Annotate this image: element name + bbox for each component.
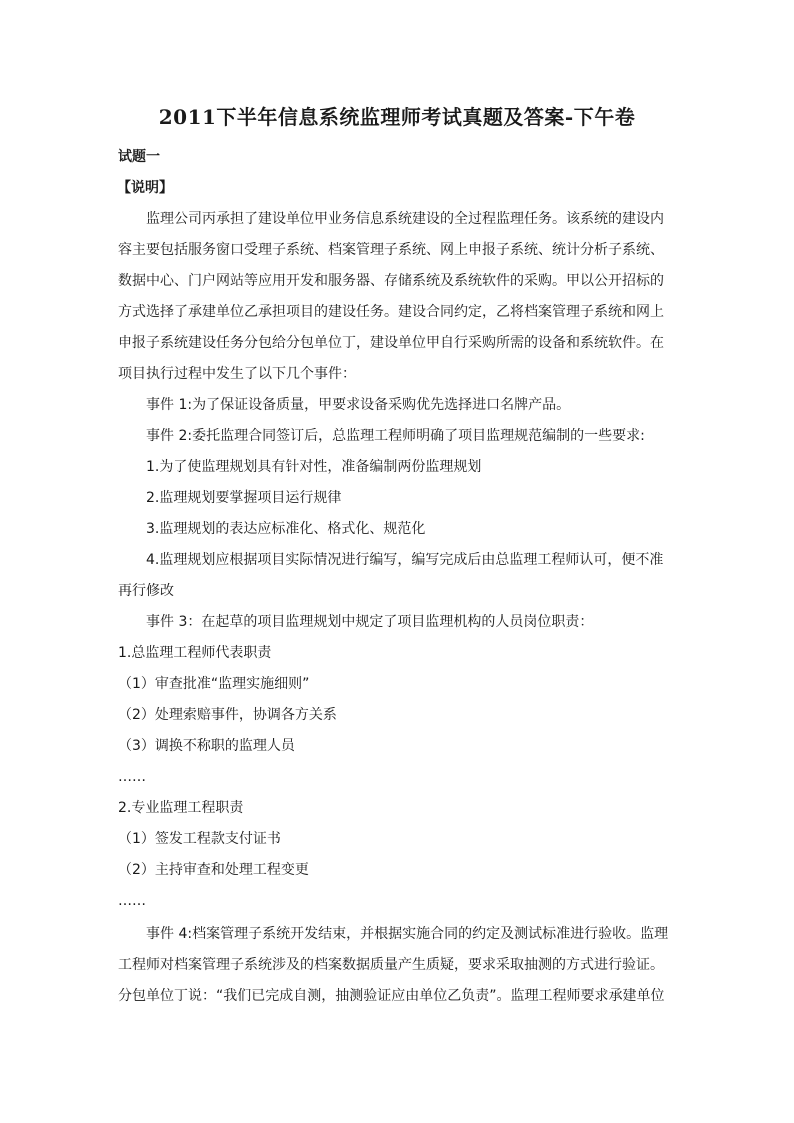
ellipsis: …… [118,769,146,785]
section-heading: 试题一 [118,149,160,165]
event-4-line: 事件 4:档案管理子系统开发结束，并根据实施合同的约定及测试标准进行验收。监理 [146,926,669,942]
event-2-item: 1.为了使监理规划具有针对性，准备编制两份监理规划 [146,459,482,475]
event-3-list-item: （1）审查批准“监理实施细则” [118,676,310,692]
event-2-item: 2.监理规划要掌握项目运行规律 [146,490,342,506]
paragraph-line: 申报子系统建设任务分包给分包单位丁，建设单位甲自行采购所需的设备和系统软件。在 [118,335,664,351]
event-3-list-item: （2）处理索赔事件，协调各方关系 [118,707,337,723]
paragraph-line: 项目执行过程中发生了以下几个事件： [118,366,356,382]
page-title: 2011下半年信息系统监理师考试真题及答案-下午卷 [158,105,636,129]
event-3-list-item: 1.总监理工程师代表职责 [118,645,272,661]
explanation-heading: 【说明】 [117,180,173,196]
paragraph-line: 容主要包括服务窗口受理子系统、档案管理子系统、网上申报子系统、统计分析子系统、 [118,242,664,258]
paragraph-line: 方式选择了承建单位乙承担项目的建设任务。建设合同约定，乙将档案管理子系统和网上 [118,304,664,320]
event-3-list-item: 2.专业监理工程职责 [118,800,244,816]
event-4-line: 分包单位丁说：“我们已完成自测，抽测验证应由单位乙负责”。监理工程师要求承建单位 [118,988,665,1004]
event-4-line: 工程师对档案管理子系统涉及的档案数据质量产生质疑，要求采取抽测的方式进行验证。 [118,957,664,973]
event-3: 事件 3：在起草的项目监理规划中规定了项目监理机构的人员岗位职责： [146,614,594,630]
event-2: 事件 2:委托监理合同签订后，总监理工程师明确了项目监理规范编制的一些要求: [146,428,645,444]
paragraph-line: 数据中心、门户网站等应用开发和服务器、存储系统及系统软件的采购。甲以公开招标的 [118,273,664,289]
event-3-list-item: （3）调换不称职的监理人员 [118,738,295,754]
event-3-list-item: （2）主持审查和处理工程变更 [118,862,309,878]
ellipsis: …… [118,893,146,909]
event-1: 事件 1:为了保证设备质量，甲要求设备采购优先选择进口名牌产品。 [146,397,571,413]
event-2-item-continuation: 再行修改 [118,583,174,599]
event-2-item: 3.监理规划的表达应标准化、格式化、规范化 [146,521,426,537]
event-3-list-item: （1）签发工程款支付证书 [118,831,281,847]
event-2-item: 4.监理规划应根据项目实际情况进行编写，编写完成后由总监理工程师认可，便不准 [146,552,664,568]
paragraph-line: 监理公司丙承担了建设单位甲业务信息系统建设的全过程监理任务。该系统的建设内 [146,211,664,227]
